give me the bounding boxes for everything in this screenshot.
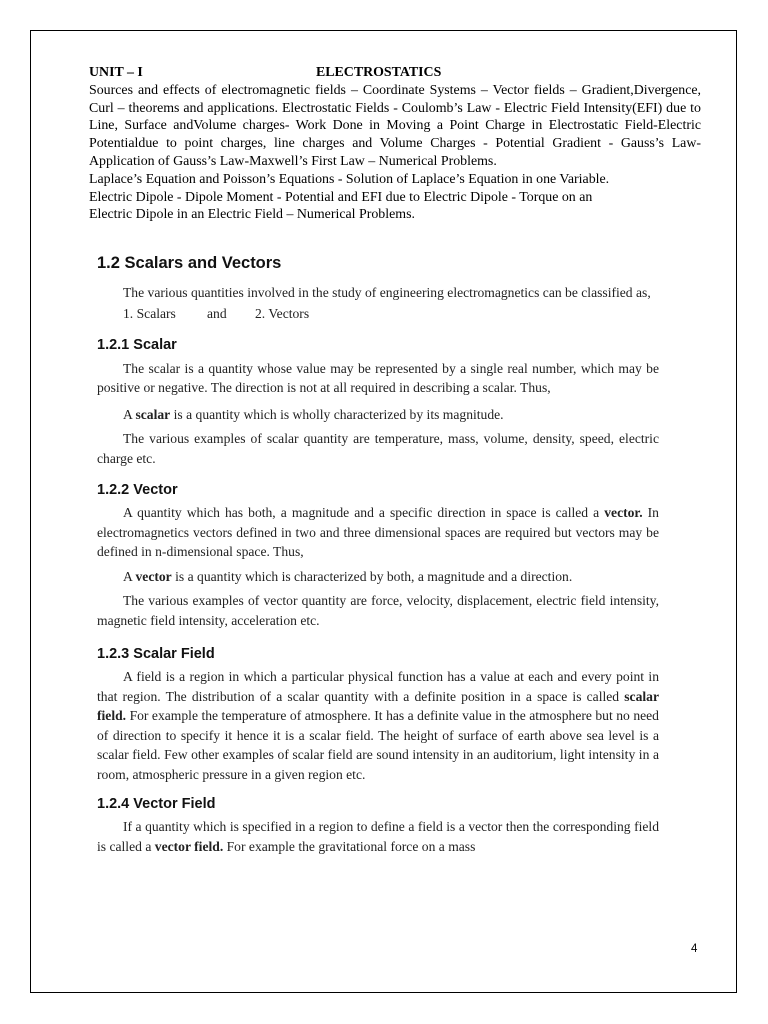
page-number: 4	[691, 943, 698, 955]
vector-definition	[97, 567, 659, 587]
list-item-vectors: 2. Vectors	[255, 305, 310, 321]
vector-desc-suffix: In electromagnetics vectors defined in two and three dimensional spaces are required but vectors may be defined in n-dimensional space. Thus,	[97, 505, 659, 559]
section-heading-scalars-vectors: 1.2 Scalars and Vectors	[97, 254, 282, 272]
vector-def-suffix: is a quantity which is characterized by both, a magnitude and a direction.	[175, 568, 573, 584]
subsection-heading-vector-field: 1.2.4 Vector Field	[97, 796, 216, 812]
unit-header	[89, 64, 701, 82]
syllabus-paragraph	[89, 82, 701, 171]
vector-field-term: vector field.	[154, 838, 224, 854]
syllabus-block	[89, 64, 701, 224]
scalar-field-description	[97, 667, 659, 784]
subsection-heading-vector: 1.2.2 Vector	[97, 482, 178, 498]
scalar-field-suffix: For example the temperature of atmosphere. It has a definite value in the atmosphere but no need of direction to specify it hence it is a scalar field. The height of surface of earth above sea level is a scalar field. Few other examples of scalar field are sound intensity in an auditorium, light intensity in a room, atmospheric pressure in a given region etc.	[97, 708, 659, 782]
vector-description	[97, 503, 659, 562]
vector-field-description	[97, 817, 659, 856]
vector-def-term: vector	[135, 568, 172, 584]
syllabus-text: Sources and effects of electromagnetic fields – Coordinate Systems – Vector fields – Gradient,Divergence, Curl – theorems and applications. Electrostatic Fields - Coulomb’s Law - Electric Field Intensity(EFI) due to Line, Surface andVolume charges- Work Done in Moving a Point Charge in Electrostatic Field-Electric Potentialdue to point charges, line charges and Volume Charges - Potential Gradient - Gauss’s Law-Application of Gauss’s Law-Maxwell’s First Law –	[89, 82, 701, 169]
vector-def-prefix: A	[123, 568, 133, 584]
syllabus-line-dipole: Electric Dipole - Dipole Moment - Potential and EFI due to Electric Dipole - Torque on an	[89, 189, 593, 205]
classification-list	[97, 306, 659, 326]
vector-desc-prefix: A quantity which has both, a magnitude and a specific direction in space is called a	[123, 505, 600, 520]
vector-desc-term: vector.	[604, 505, 643, 520]
unit-label: UNIT – I	[89, 65, 143, 80]
subsection-heading-scalar-field: 1.2.3 Scalar Field	[97, 646, 215, 662]
vector-field-prefix: If a quantity which is specified in a region to define a field is a vector then the corresponding field is called a	[97, 819, 659, 854]
scalar-definition	[97, 405, 659, 425]
scalar-def-term: scalar	[135, 406, 171, 422]
scalar-examples: The various examples of scalar quantity are temperature, mass, volume, density, speed, electric charge etc.	[97, 431, 659, 466]
scalar-description: The scalar is a quantity whose value may be represented by a single real number, which may be positive or negative. The direction is not at all required in describing a scalar. Thus,	[97, 360, 659, 395]
syllabus-line-dipole-field: Electric Dipole in an Electric Field – Numerical Problems.	[89, 207, 415, 223]
subsection-heading-scalar: 1.2.1 Scalar	[97, 336, 177, 353]
section-intro: The various quantities involved in the study of engineering electromagnetics can be classified as,	[123, 285, 651, 300]
scalar-def-suffix: is a quantity which is wholly characterized by its magnitude.	[173, 406, 504, 422]
vector-examples: The various examples of vector quantity are force, velocity, displacement, electric field intensity, magnetic field intensity, acceleration etc.	[97, 593, 659, 628]
syllabus-line-laplace: Laplace’s Equation and Poisson’s Equations - Solution of Laplace’s Equation in one Variable.	[89, 171, 610, 187]
book-content	[97, 254, 659, 856]
syllabus-text-end: Numerical Problems.	[378, 153, 497, 169]
list-and: and	[207, 305, 227, 321]
scalar-field-prefix: A field is a region in which a particular physical function has a value at each and every point in that region. The distribution of a scalar quantity with a definite position in a space is called	[97, 669, 659, 704]
unit-title: ELECTROSTATICS	[316, 65, 442, 80]
list-item-scalars: 1. Scalars	[123, 305, 176, 321]
vector-field-suffix: For example the gravitational force on a mass	[226, 838, 476, 854]
scalar-field-term: scalar field.	[97, 688, 659, 723]
scalar-def-prefix: A	[123, 406, 133, 422]
